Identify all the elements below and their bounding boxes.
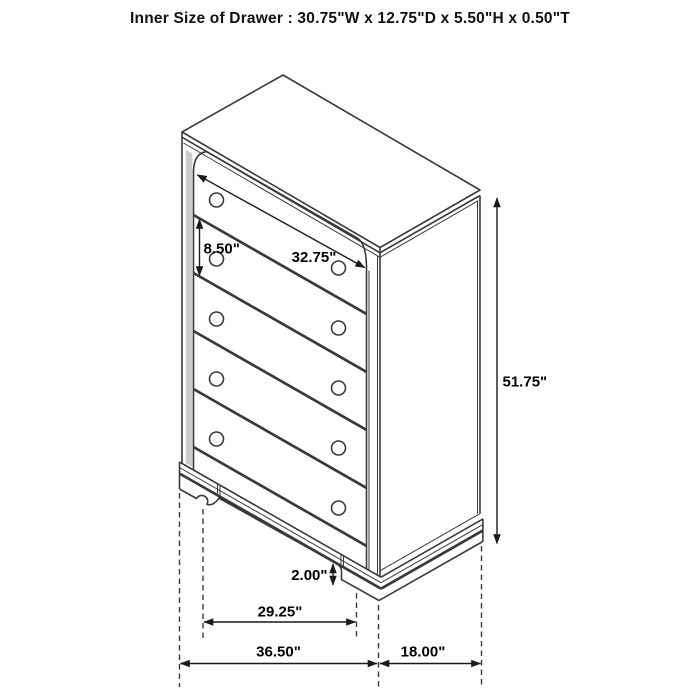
dim-drawer-front-height xyxy=(200,220,240,276)
drawer-knob xyxy=(210,193,224,207)
dim-foot-cutout-height xyxy=(291,564,333,585)
drawer-knob xyxy=(332,501,346,515)
base-molding-top-side xyxy=(381,519,483,577)
dim-label-drawer-front-width: 32.75" xyxy=(291,249,337,266)
base-molding-mid-side xyxy=(381,524,483,582)
left-stile-shading xyxy=(186,150,193,467)
chest-drawing xyxy=(180,75,484,601)
drawer-knob xyxy=(332,381,346,395)
dim-label-overall-height: 51.75" xyxy=(502,373,548,391)
drawer-knob xyxy=(210,312,224,326)
dim-base-cutout-width xyxy=(204,604,356,623)
dim-label-foot-cutout-height: 2.00" xyxy=(291,567,328,584)
drawer-knob xyxy=(210,372,224,386)
drawer-knob xyxy=(332,321,346,335)
diagram-title: Inner Size of Drawer : 30.75"W x 12.75"D x 5.50"H x 0.50"T xyxy=(130,10,570,27)
dim-label-overall-depth: 18.00" xyxy=(400,643,446,661)
base-bottom-edge-side xyxy=(379,542,483,601)
dim-label-base-cutout-width: 29.25" xyxy=(257,603,303,621)
dim-overall-width xyxy=(181,644,378,664)
dim-label-overall-width: 36.50" xyxy=(256,643,301,661)
drawer-knob xyxy=(332,441,346,455)
base-molding-bottom-front xyxy=(180,474,382,589)
base-molding-bottom-side xyxy=(381,530,483,588)
dim-overall-height xyxy=(497,198,547,544)
dim-overall-depth xyxy=(380,644,481,664)
dim-label-drawer-front-height: 8.50" xyxy=(203,240,240,258)
base-front-profile-feet xyxy=(180,489,380,601)
base-molding-mid-front xyxy=(180,468,382,583)
drawer-knob xyxy=(210,432,224,446)
chest-base xyxy=(180,462,484,601)
chest-top xyxy=(182,75,480,257)
